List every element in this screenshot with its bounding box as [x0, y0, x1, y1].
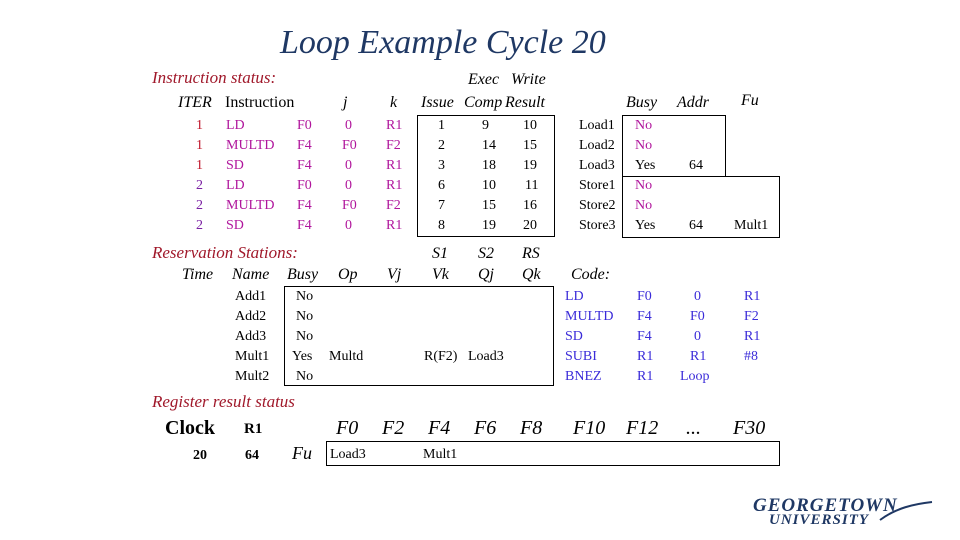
name-header: Name [232, 266, 270, 283]
register-f4: F4 [428, 417, 451, 439]
exec-header: Exec [468, 71, 500, 88]
k-cell: F2 [386, 138, 401, 153]
iter-cell: 1 [196, 138, 203, 153]
vj-header: Vj [387, 266, 402, 283]
code-arg1: F0 [637, 289, 652, 304]
qj-header: Qj [478, 266, 494, 283]
buffer-fu: Mult1 [734, 218, 769, 233]
rs-header: RS [522, 245, 540, 262]
s1-header: S1 [432, 245, 448, 262]
buffer-addr: 64 [689, 218, 703, 233]
busy-header: Busy [287, 266, 319, 283]
vk-header: Vk [432, 266, 449, 283]
comp-header: Comp [464, 94, 503, 111]
code-arg2: Loop [680, 369, 710, 384]
logo-line1: GEORGETOWN [753, 495, 898, 516]
comp-cell: 18 [482, 158, 496, 173]
rs-qj: Load3 [468, 349, 504, 364]
instruction-header: Instruction [225, 94, 295, 111]
op-cell: SD [226, 158, 244, 173]
comp-cell: 19 [482, 218, 496, 233]
code-op: SUBI [565, 349, 597, 364]
issue-cell: 8 [438, 218, 445, 233]
qk-header: Qk [522, 266, 541, 283]
register-f2: F2 [382, 417, 405, 439]
instruction-status-heading: Instruction status: [152, 68, 277, 87]
rs-name: Add3 [235, 329, 267, 344]
rs-busy: No [296, 309, 314, 324]
buffer-name: Store1 [579, 178, 616, 193]
iter-cell: 1 [196, 158, 203, 173]
result-header: Result [505, 94, 545, 111]
fu-label: Fu [292, 443, 312, 463]
buffer-busy: Yes [635, 158, 656, 173]
op-cell: SD [226, 218, 244, 233]
buffer-name: Store3 [579, 218, 616, 233]
code-op: MULTD [565, 309, 614, 324]
op-header: Op [338, 266, 358, 283]
result-cell: 19 [523, 158, 537, 173]
comp-cell: 15 [482, 198, 496, 213]
dest-cell: F4 [297, 138, 312, 153]
iter-cell: 2 [196, 198, 203, 213]
register-status-table [326, 441, 780, 466]
k-cell: F2 [386, 198, 401, 213]
register-ellipsis: ... [686, 417, 701, 439]
rs-name: Add1 [235, 289, 267, 304]
j-header: j [343, 94, 348, 111]
issue-header: Issue [421, 94, 454, 111]
code-arg3: #8 [744, 349, 758, 364]
iter-cell: 1 [196, 118, 203, 133]
comp-cell: 10 [482, 178, 496, 193]
result-cell: 10 [523, 118, 537, 133]
j-cell: F0 [342, 138, 357, 153]
dest-cell: F4 [297, 158, 312, 173]
s2-header: S2 [478, 245, 494, 262]
op-cell: LD [226, 118, 245, 133]
buffer-busy: No [635, 118, 653, 133]
rs-busy: No [296, 369, 314, 384]
rs-vk: R(F2) [424, 349, 458, 364]
iter-header: ITER [178, 94, 212, 111]
code-arg1: F4 [637, 329, 652, 344]
j-cell: F0 [342, 198, 357, 213]
busy-header: Busy [626, 94, 658, 111]
op-cell: MULTD [226, 138, 275, 153]
register-f12: F12 [626, 417, 659, 439]
rs-name: Mult1 [235, 349, 270, 364]
rs-busy: Yes [292, 349, 313, 364]
iter-cell: 2 [196, 178, 203, 193]
code-arg2: R1 [690, 349, 707, 364]
buffer-name: Store2 [579, 198, 616, 213]
code-op: BNEZ [565, 369, 602, 384]
k-cell: R1 [386, 218, 403, 233]
k-cell: R1 [386, 118, 403, 133]
issue-cell: 7 [438, 198, 445, 213]
k-cell: R1 [386, 178, 403, 193]
op-cell: MULTD [226, 198, 275, 213]
register-value-f4: Mult1 [423, 447, 458, 462]
register-f10: F10 [573, 417, 606, 439]
addr-header: Addr [677, 94, 709, 111]
code-arg2: F0 [690, 309, 705, 324]
code-arg2: 0 [694, 289, 701, 304]
code-arg3: R1 [744, 329, 761, 344]
code-heading: Code: [571, 266, 611, 283]
code-arg1: R1 [637, 349, 654, 364]
buffer-name: Load1 [579, 118, 615, 133]
buffer-busy: No [635, 178, 653, 193]
code-op: SD [565, 329, 583, 344]
reservation-stations-heading: Reservation Stations: [152, 243, 298, 262]
result-cell: 20 [523, 218, 537, 233]
j-cell: 0 [345, 118, 352, 133]
reservation-stations-table [284, 286, 554, 386]
register-f6: F6 [474, 417, 497, 439]
result-cell: 11 [525, 178, 539, 193]
buffer-busy: No [635, 198, 653, 213]
logo-line2: UNIVERSITY [769, 512, 870, 528]
issue-cell: 2 [438, 138, 445, 153]
register-f30: F30 [733, 417, 766, 439]
time-header: Time [182, 266, 214, 283]
rs-busy: No [296, 329, 314, 344]
j-cell: 0 [345, 178, 352, 193]
result-cell: 15 [523, 138, 537, 153]
issue-cell: 6 [438, 178, 445, 193]
register-status-heading: Register result status [152, 392, 295, 411]
issue-cell: 3 [438, 158, 445, 173]
comp-cell: 9 [482, 118, 489, 133]
issue-cell: 1 [438, 118, 445, 133]
result-cell: 16 [523, 198, 537, 213]
buffer-busy: No [635, 138, 653, 153]
r1-label: R1 [244, 421, 263, 437]
code-op: LD [565, 289, 584, 304]
code-arg3: R1 [744, 289, 761, 304]
rs-name: Mult2 [235, 369, 270, 384]
buffer-addr: 64 [689, 158, 703, 173]
k-header: k [390, 94, 398, 111]
buffer-busy: Yes [635, 218, 656, 233]
comp-cell: 14 [482, 138, 496, 153]
code-arg2: 0 [694, 329, 701, 344]
code-arg3: F2 [744, 309, 759, 324]
r1-value: 64 [245, 448, 259, 463]
op-cell: LD [226, 178, 245, 193]
write-header: Write [511, 71, 546, 88]
buffer-name: Load3 [579, 158, 615, 173]
rs-op: Multd [329, 349, 364, 364]
j-cell: 0 [345, 218, 352, 233]
code-arg1: R1 [637, 369, 654, 384]
register-value-f0: Load3 [330, 447, 366, 462]
rs-name: Add2 [235, 309, 267, 324]
k-cell: R1 [386, 158, 403, 173]
dest-cell: F4 [297, 198, 312, 213]
dest-cell: F0 [297, 178, 312, 193]
register-f0: F0 [336, 417, 359, 439]
j-cell: 0 [345, 158, 352, 173]
logo-swash-icon [878, 498, 934, 526]
dest-cell: F0 [297, 118, 312, 133]
rs-busy: No [296, 289, 314, 304]
buffer-name: Load2 [579, 138, 615, 153]
iter-cell: 2 [196, 218, 203, 233]
fu-header: Fu [741, 92, 759, 109]
clock-label: Clock [165, 417, 215, 439]
register-f8: F8 [520, 417, 543, 439]
page-title: Loop Example Cycle 20 [280, 24, 606, 61]
dest-cell: F4 [297, 218, 312, 233]
code-arg1: F4 [637, 309, 652, 324]
clock-value: 20 [193, 448, 207, 463]
